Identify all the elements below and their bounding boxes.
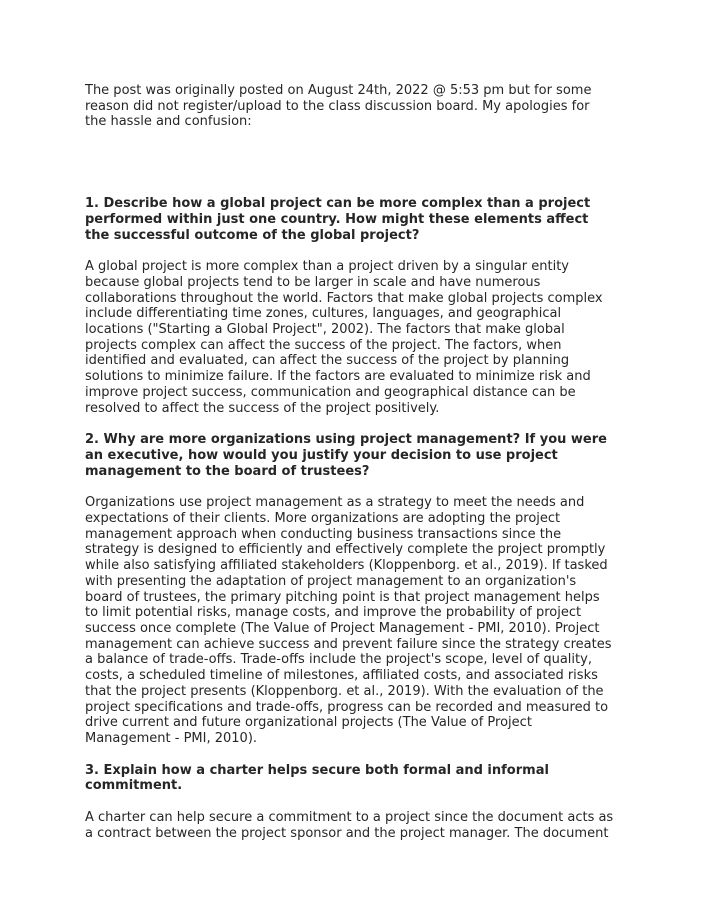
question-2-heading: 2. Why are more organizations using project management? If you were an executive, how would you justify your decision to use project management to the board of trustees?: [85, 432, 607, 479]
answer-2-paragraph: Organizations use project management as a strategy to meet the needs and expectations of their clients. More organizations are adopting the project management approach when conducting business transactions since the strategy is designed to efficiently and effectively complete the project promptly while also satisfying affiliated stakeholders (Kloppenborg. et al., 2019). If tasked with presenting the adaptation of project management to an organization's board of trustees, the primary pitching point is that project management helps to limit potential risks, manage costs, and improve the probability of project success once complete (The Value of Project Management - PMI, 2010). Project management can achieve success and prevent failure since the strategy creates a balance of trade-offs. Trade-offs include the project's scope, level of quality, costs, a scheduled timeline of milestones, affiliated costs, and associated risks that the project presents (Kloppenborg. et al., 2019). With the evaluation of the project specifications and trade-offs, progress can be recorded and measured to drive current and future organizational projects (The Value of Project Management - PMI, 2010).: [85, 495, 612, 746]
question-1-heading: 1. Describe how a global project can be more complex than a project performed within just one country. How might these elements affect the successful outcome of the global project?: [85, 196, 591, 243]
question-3-heading: 3. Explain how a charter helps secure both formal and informal commitment.: [85, 762, 549, 794]
intro-paragraph: The post was originally posted on August 24th, 2022 @ 5:53 pm but for some reason did not register/upload to the class discussion board. My apologies for the hassle and confusion:: [85, 83, 592, 130]
section-2: [85, 432, 635, 746]
section-1: [85, 196, 635, 416]
answer-3-paragraph: A charter can help secure a commitment to a project since the document acts as a contract between the project sponsor and the project manager. The document: [85, 810, 614, 841]
section-3: [85, 763, 635, 842]
blank-space: [85, 130, 635, 196]
answer-1-paragraph: A global project is more complex than a project driven by a singular entity because global projects tend to be larger in scale and have numerous collaborations throughout the world. Factors that make global projects complex include differentiating time zones, cultures, languages, and geographical locations ("Starting a Global Project", 2002). The factors that make global projects complex can affect the success of the project. The factors, when identified and evaluated, can affect the success of the project by planning solutions to minimize failure. If the factors are evaluated to minimize risk and improve project success, communication and geographical distance can be resolved to affect the success of the project positively.: [85, 259, 603, 416]
document-page: [85, 83, 635, 857]
